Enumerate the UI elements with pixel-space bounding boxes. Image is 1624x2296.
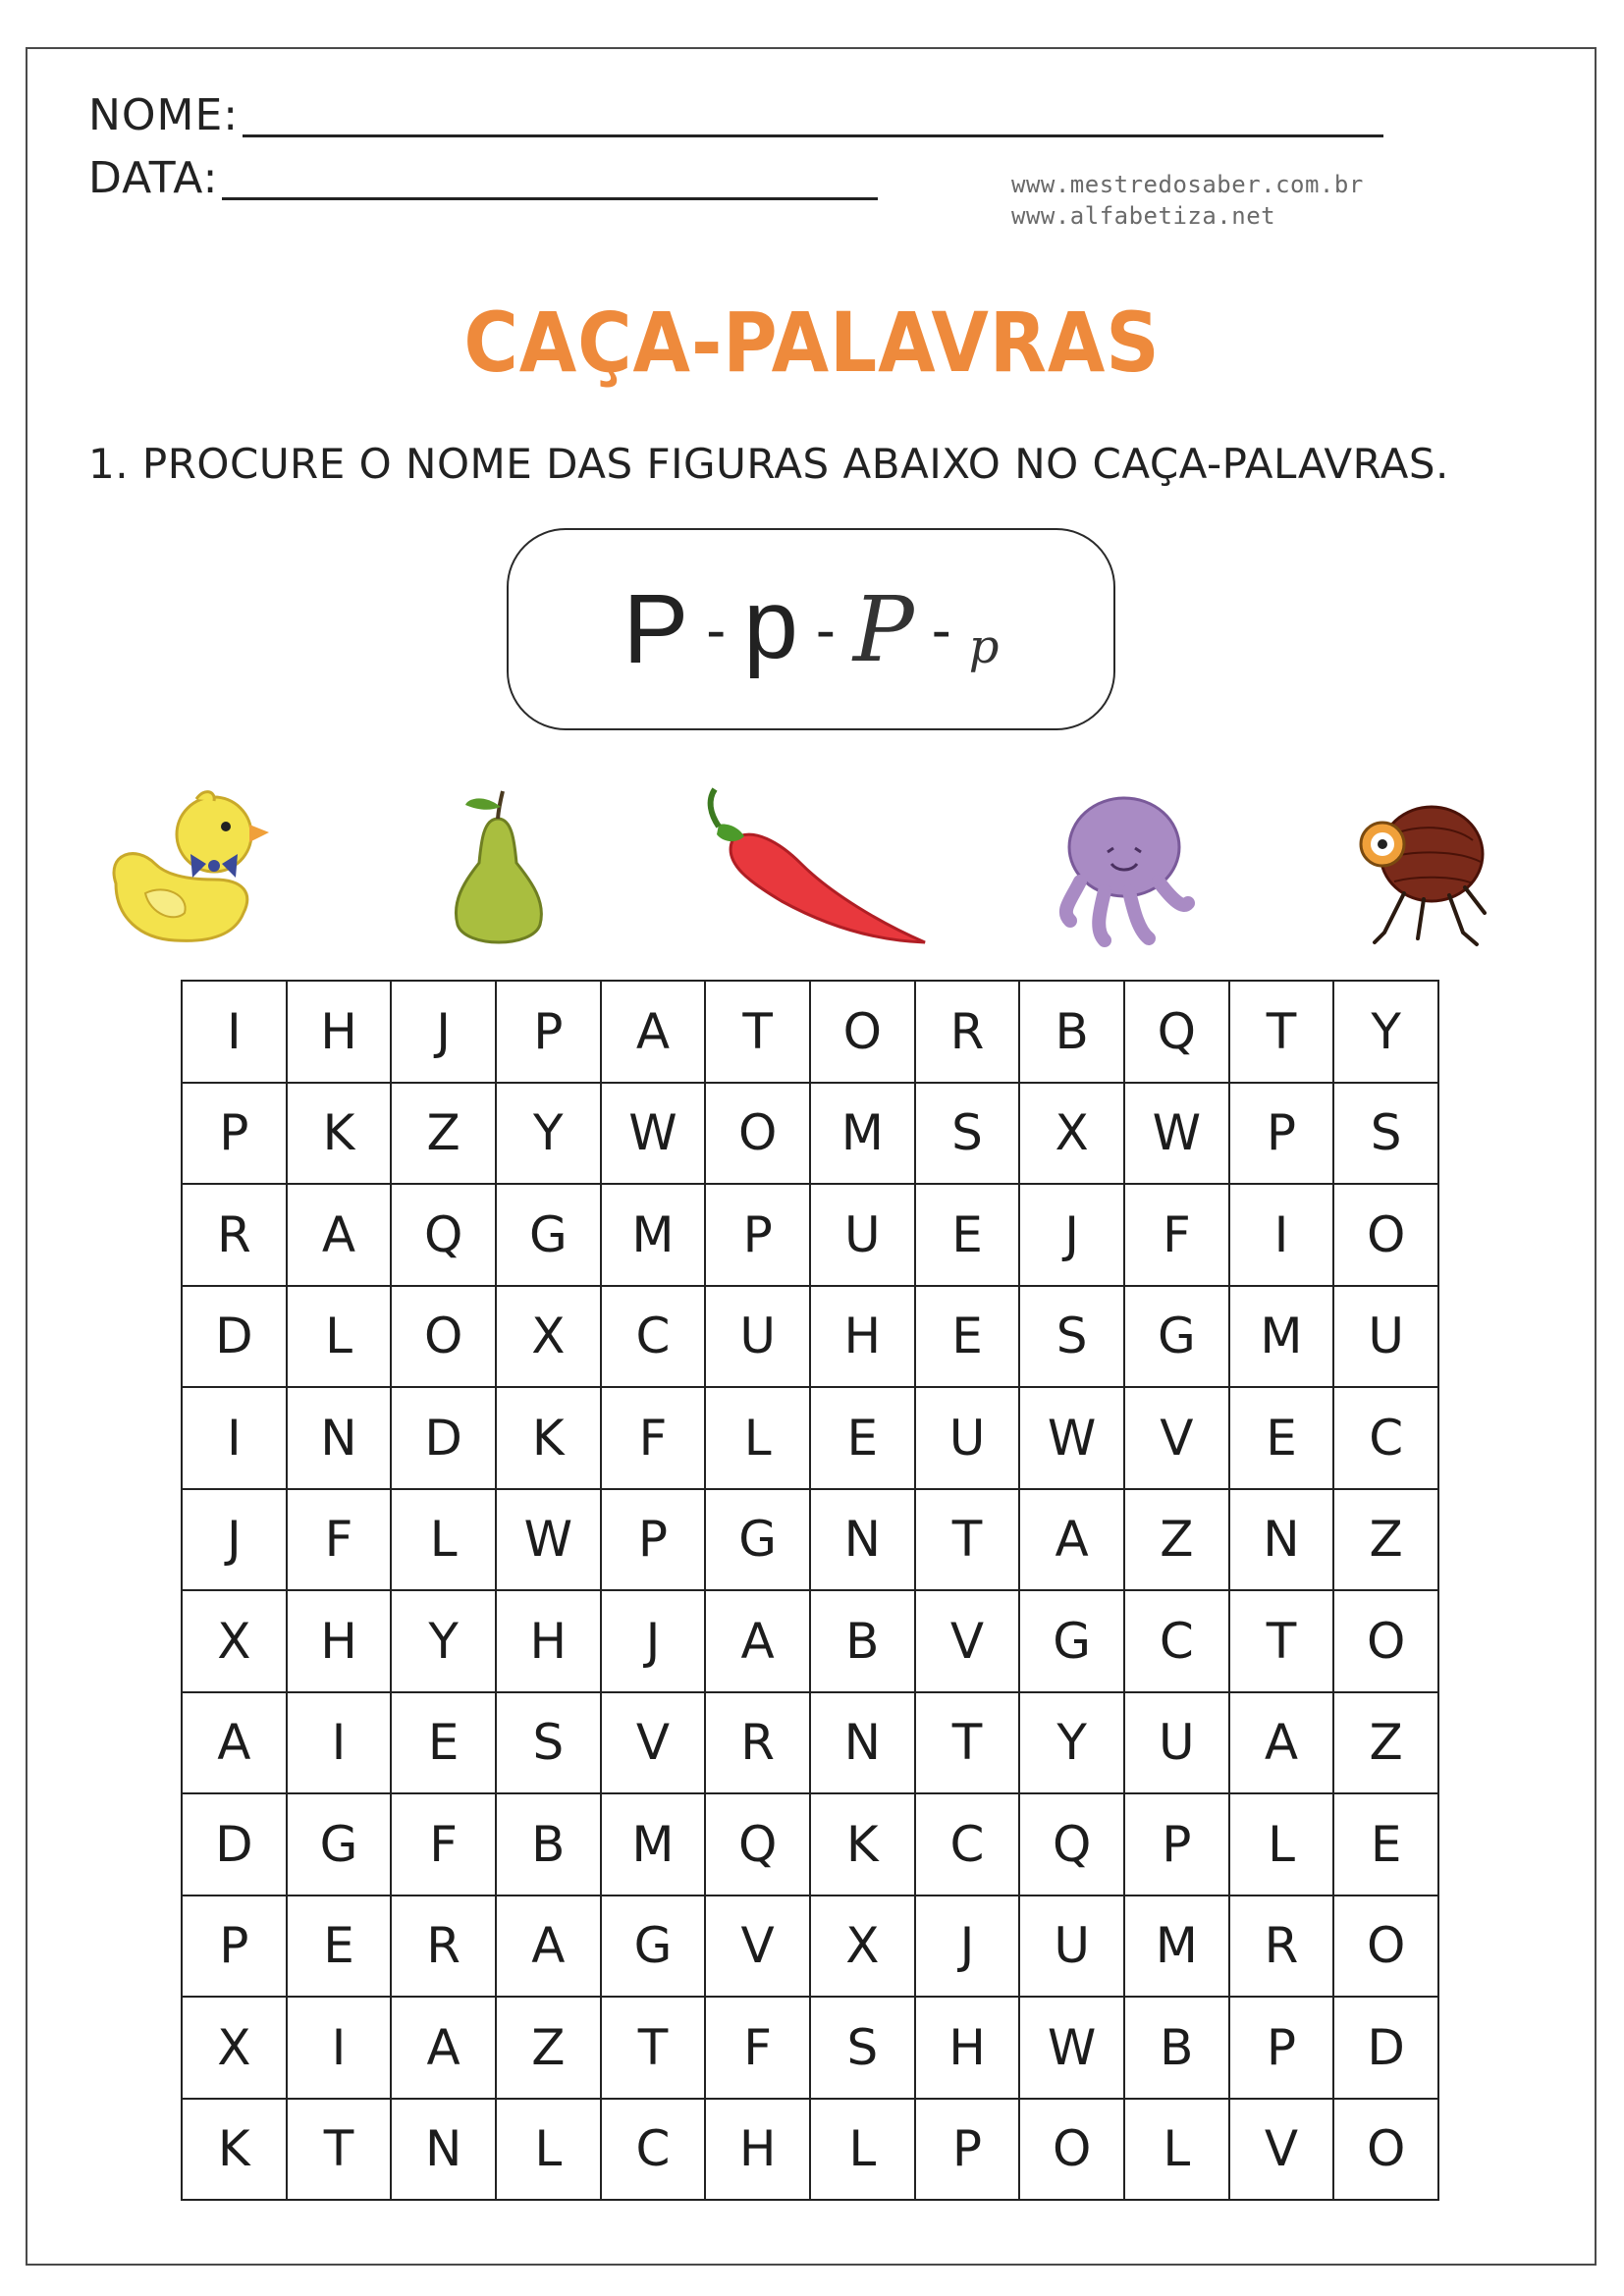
grid-cell[interactable]: Z (1125, 1490, 1230, 1592)
grid-cell[interactable]: A (392, 1998, 497, 2100)
letter-lower: p (743, 568, 798, 679)
grid-cell[interactable]: M (1230, 1287, 1335, 1389)
letter-upper: P (623, 573, 689, 684)
grid-cell[interactable]: D (392, 1388, 497, 1490)
grid-cell[interactable]: P (1230, 1998, 1335, 2100)
pepper-icon (693, 785, 929, 952)
grid-cell[interactable]: K (183, 2100, 288, 2202)
grid-cell[interactable]: T (1230, 1591, 1335, 1693)
grid-cell[interactable]: O (811, 982, 916, 1084)
grid-cell[interactable]: O (392, 1287, 497, 1389)
grid-cell[interactable]: X (1020, 1084, 1125, 1186)
grid-cell[interactable]: W (1125, 1084, 1230, 1186)
grid-cell[interactable]: A (706, 1591, 811, 1693)
grid-cell[interactable]: S (811, 1998, 916, 2100)
grid-cell[interactable]: Q (1125, 982, 1230, 1084)
flea-icon (1355, 785, 1487, 952)
grid-cell[interactable]: T (288, 2100, 393, 2202)
grid-cell[interactable]: S (916, 1084, 1021, 1186)
octopus-icon (1051, 793, 1198, 950)
grid-cell[interactable]: L (1230, 1794, 1335, 1896)
grid-cell[interactable]: J (183, 1490, 288, 1592)
grid-cell[interactable]: N (1230, 1490, 1335, 1592)
grid-cell[interactable]: F (1125, 1185, 1230, 1287)
grid-cell[interactable]: S (1020, 1287, 1125, 1389)
grid-cell[interactable]: I (1230, 1185, 1335, 1287)
grid-cell[interactable]: V (1125, 1388, 1230, 1490)
grid-cell[interactable]: Y (392, 1591, 497, 1693)
letter-cursive-upper: P (852, 576, 914, 682)
grid-cell[interactable]: G (288, 1794, 393, 1896)
grid-cell[interactable]: R (183, 1185, 288, 1287)
grid-cell[interactable]: L (288, 1287, 393, 1389)
grid-cell[interactable]: A (1020, 1490, 1125, 1592)
grid-cell[interactable]: R (1230, 1896, 1335, 1999)
grid-cell[interactable]: B (1020, 982, 1125, 1084)
grid-cell[interactable]: J (916, 1896, 1021, 1999)
grid-cell[interactable]: W (1020, 1388, 1125, 1490)
grid-cell[interactable]: W (497, 1490, 602, 1592)
grid-cell[interactable]: I (288, 1693, 393, 1795)
grid-cell[interactable]: S (1334, 1084, 1439, 1186)
grid-cell[interactable]: K (288, 1084, 393, 1186)
grid-cell[interactable]: F (288, 1490, 393, 1592)
grid-cell[interactable]: B (497, 1794, 602, 1896)
grid-cell[interactable]: O (1020, 2100, 1125, 2202)
grid-cell[interactable]: H (811, 1287, 916, 1389)
separator: - (706, 596, 727, 663)
grid-cell[interactable]: E (916, 1185, 1021, 1287)
grid-cell[interactable]: P (602, 1490, 707, 1592)
grid-cell[interactable]: A (288, 1185, 393, 1287)
grid-cell[interactable]: L (497, 2100, 602, 2202)
separator: - (815, 596, 836, 663)
grid-cell[interactable]: D (183, 1794, 288, 1896)
grid-cell[interactable]: O (1334, 1185, 1439, 1287)
grid-cell[interactable]: N (811, 1490, 916, 1592)
grid-cell[interactable]: F (706, 1998, 811, 2100)
pear-icon (444, 789, 552, 952)
grid-cell[interactable]: C (916, 1794, 1021, 1896)
grid-cell[interactable]: H (288, 982, 393, 1084)
grid-cell[interactable]: P (706, 1185, 811, 1287)
grid-cell[interactable]: T (916, 1490, 1021, 1592)
grid-cell[interactable]: U (1334, 1287, 1439, 1389)
grid-cell[interactable]: T (916, 1693, 1021, 1795)
grid-cell[interactable]: A (183, 1693, 288, 1795)
grid-cell[interactable]: A (497, 1896, 602, 1999)
grid-cell[interactable]: E (1230, 1388, 1335, 1490)
grid-cell[interactable]: K (811, 1794, 916, 1896)
grid-cell[interactable]: Q (706, 1794, 811, 1896)
grid-cell[interactable]: R (706, 1693, 811, 1795)
grid-cell[interactable]: N (288, 1388, 393, 1490)
grid-cell[interactable]: C (1334, 1388, 1439, 1490)
grid-cell[interactable]: J (602, 1591, 707, 1693)
grid-cell[interactable]: G (706, 1490, 811, 1592)
grid-cell[interactable]: H (288, 1591, 393, 1693)
grid-cell[interactable]: O (1334, 2100, 1439, 2202)
date-field[interactable] (88, 153, 878, 203)
grid-cell[interactable]: U (916, 1388, 1021, 1490)
grid-cell[interactable]: V (602, 1693, 707, 1795)
grid-cell[interactable]: T (1230, 982, 1335, 1084)
grid-cell[interactable]: U (811, 1185, 916, 1287)
grid-cell[interactable]: W (602, 1084, 707, 1186)
name-line[interactable] (243, 95, 1383, 137)
grid-cell[interactable]: W (1020, 1998, 1125, 2100)
name-label: NOME: (88, 90, 240, 140)
grid-cell[interactable]: F (392, 1794, 497, 1896)
letter-cursive-lower: p (968, 619, 1000, 674)
grid-cell[interactable]: N (392, 2100, 497, 2202)
grid-cell[interactable]: Z (497, 1998, 602, 2100)
grid-cell[interactable]: Q (392, 1185, 497, 1287)
name-field[interactable] (88, 90, 1383, 140)
grid-cell[interactable]: T (706, 982, 811, 1084)
grid-cell[interactable]: X (497, 1287, 602, 1389)
grid-cell[interactable]: V (1230, 2100, 1335, 2202)
duck-icon (96, 785, 269, 948)
grid-cell[interactable]: Z (1334, 1490, 1439, 1592)
grid-cell[interactable]: Q (1020, 1794, 1125, 1896)
grid-cell[interactable]: V (706, 1896, 811, 1999)
grid-cell[interactable]: X (811, 1896, 916, 1999)
grid-cell[interactable]: E (288, 1896, 393, 1999)
grid-cell[interactable]: E (916, 1287, 1021, 1389)
grid-cell[interactable]: L (811, 2100, 916, 2202)
grid-cell[interactable]: M (1125, 1896, 1230, 1999)
grid-cell[interactable]: C (602, 2100, 707, 2202)
grid-cell[interactable]: G (497, 1185, 602, 1287)
grid-cell[interactable]: Y (1334, 982, 1439, 1084)
grid-cell[interactable]: O (1334, 1896, 1439, 1999)
grid-cell[interactable]: I (183, 1388, 288, 1490)
grid-cell[interactable]: D (183, 1287, 288, 1389)
grid-cell[interactable]: S (497, 1693, 602, 1795)
grid-cell[interactable]: Z (392, 1084, 497, 1186)
site-link-1: www.mestredosaber.com.br (1011, 171, 1364, 198)
grid-cell[interactable]: X (183, 1998, 288, 2100)
grid-cell[interactable]: M (811, 1084, 916, 1186)
grid-cell[interactable]: T (602, 1998, 707, 2100)
word-search-grid (181, 980, 1439, 2201)
grid-cell[interactable]: U (1125, 1693, 1230, 1795)
grid-cell[interactable]: G (1125, 1287, 1230, 1389)
grid-cell[interactable]: D (1334, 1998, 1439, 2100)
grid-cell[interactable]: Y (1020, 1693, 1125, 1795)
grid-cell[interactable]: M (602, 1185, 707, 1287)
date-line[interactable] (222, 158, 878, 200)
grid-cell[interactable]: L (392, 1490, 497, 1592)
letter-forms-box (507, 528, 1115, 730)
page-title: CAÇA-PALAVRAS (463, 294, 1161, 391)
grid-cell[interactable]: U (706, 1287, 811, 1389)
instruction-text: 1. PROCURE O NOME DAS FIGURAS ABAIXO NO CAÇA-PALAVRAS. (88, 440, 1449, 488)
grid-cell[interactable]: Y (497, 1084, 602, 1186)
grid-cell[interactable]: G (1020, 1591, 1125, 1693)
grid-cell[interactable]: H (706, 2100, 811, 2202)
grid-cell[interactable]: J (392, 982, 497, 1084)
grid-cell[interactable]: A (602, 982, 707, 1084)
grid-cell[interactable]: Z (1334, 1693, 1439, 1795)
grid-cell[interactable]: P (183, 1084, 288, 1186)
grid-cell[interactable]: L (706, 1388, 811, 1490)
grid-cell[interactable]: P (1125, 1794, 1230, 1896)
grid-cell[interactable]: I (288, 1998, 393, 2100)
grid-cell[interactable]: E (1334, 1794, 1439, 1896)
grid-cell[interactable]: A (1230, 1693, 1335, 1795)
date-label: DATA: (88, 153, 219, 203)
grid-cell[interactable]: B (811, 1591, 916, 1693)
grid-cell[interactable]: C (1125, 1591, 1230, 1693)
grid-cell[interactable]: P (183, 1896, 288, 1999)
site-link-2: www.alfabetiza.net (1011, 202, 1276, 230)
separator: - (931, 596, 951, 663)
grid-cell[interactable]: U (1020, 1896, 1125, 1999)
grid-cell[interactable]: C (602, 1287, 707, 1389)
grid-cell[interactable]: P (1230, 1084, 1335, 1186)
grid-cell[interactable]: E (811, 1388, 916, 1490)
grid-cell[interactable]: R (392, 1896, 497, 1999)
grid-cell[interactable]: J (1020, 1185, 1125, 1287)
grid-cell[interactable]: O (706, 1084, 811, 1186)
grid-cell[interactable]: K (497, 1388, 602, 1490)
grid-cell[interactable]: I (183, 982, 288, 1084)
grid-cell[interactable]: R (916, 982, 1021, 1084)
grid-cell[interactable]: F (602, 1388, 707, 1490)
grid-cell[interactable]: B (1125, 1998, 1230, 2100)
grid-cell[interactable]: V (916, 1591, 1021, 1693)
grid-cell[interactable]: G (602, 1896, 707, 1999)
grid-cell[interactable]: H (916, 1998, 1021, 2100)
grid-cell[interactable]: M (602, 1794, 707, 1896)
grid-cell[interactable]: E (392, 1693, 497, 1795)
grid-cell[interactable]: N (811, 1693, 916, 1795)
grid-cell[interactable]: H (497, 1591, 602, 1693)
grid-cell[interactable]: P (497, 982, 602, 1084)
grid-cell[interactable]: O (1334, 1591, 1439, 1693)
grid-cell[interactable]: L (1125, 2100, 1230, 2202)
grid-cell[interactable]: P (916, 2100, 1021, 2202)
grid-cell[interactable]: X (183, 1591, 288, 1693)
